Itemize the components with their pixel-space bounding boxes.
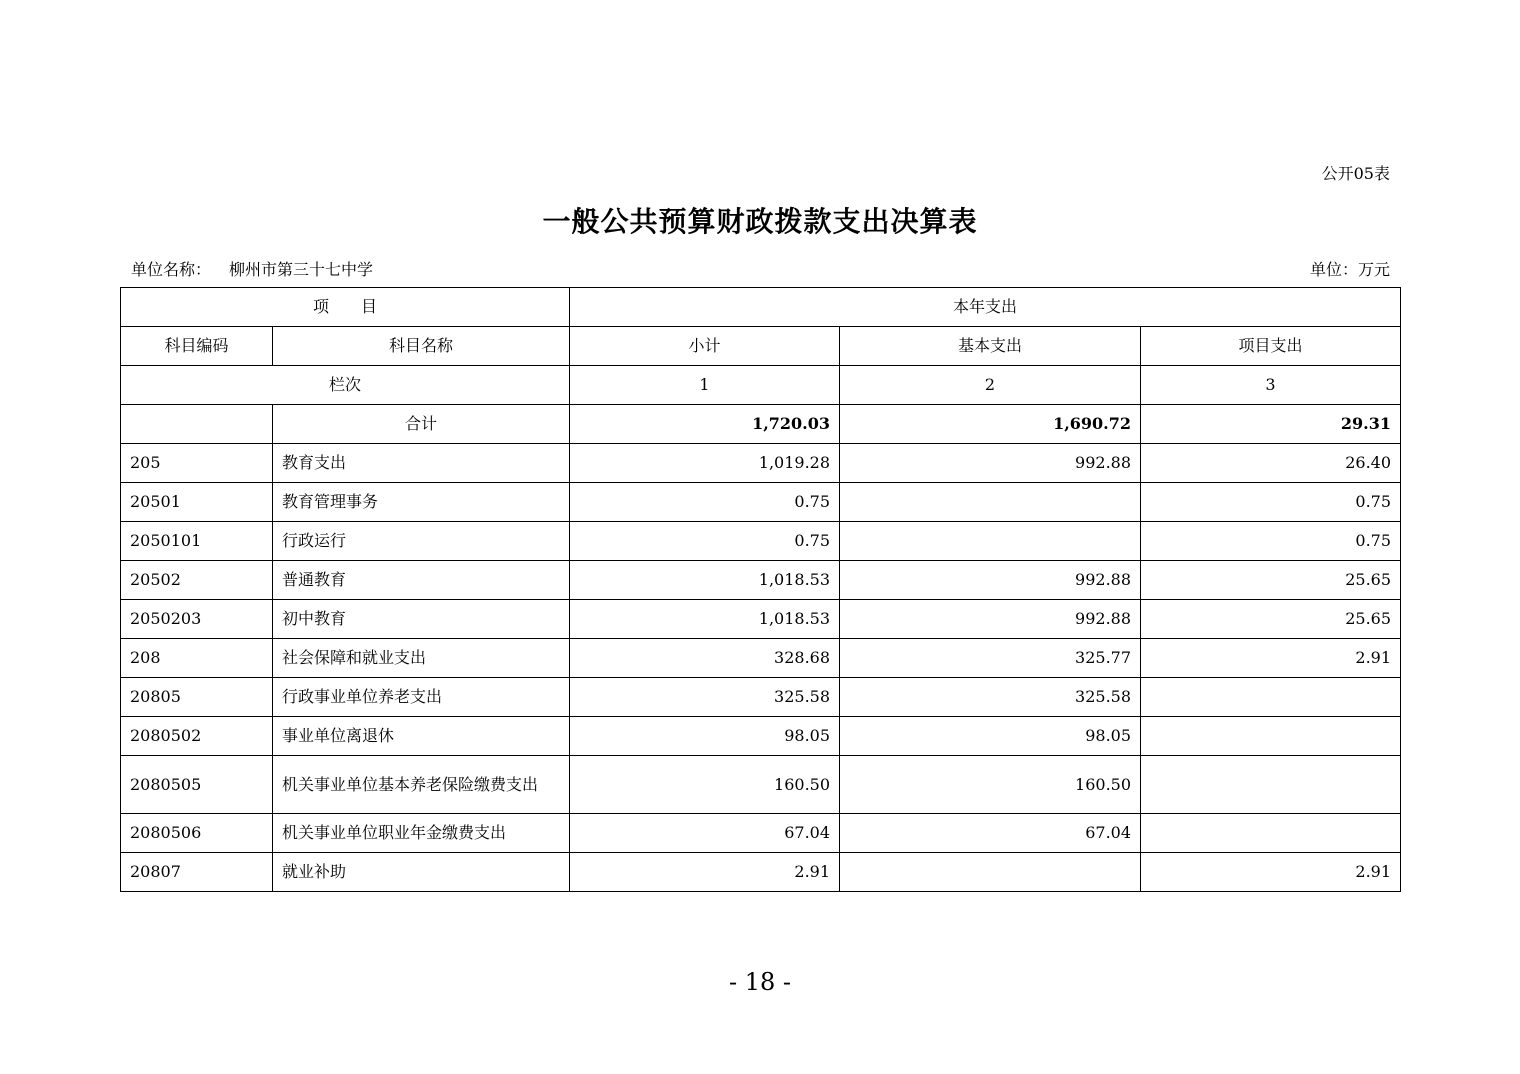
row-subtotal: 67.04	[570, 814, 840, 853]
column-index-2: 2	[840, 366, 1141, 405]
column-index-3: 3	[1141, 366, 1401, 405]
unit-name-label: 单位名称：	[131, 260, 212, 279]
row-code: 2050203	[121, 600, 273, 639]
table-row	[121, 600, 1401, 639]
row-name: 普通教育	[273, 561, 570, 600]
row-subtotal: 1,018.53	[570, 561, 840, 600]
unit-name-value: 柳州市第三十七中学	[229, 260, 374, 279]
row-code: 20805	[121, 678, 273, 717]
row-project	[1141, 756, 1401, 814]
row-basic: 325.58	[840, 678, 1141, 717]
row-subtotal: 2.91	[570, 853, 840, 892]
row-basic: 325.77	[840, 639, 1141, 678]
row-project: 25.65	[1141, 561, 1401, 600]
row-basic: 98.05	[840, 717, 1141, 756]
total-subtotal: 1,720.03	[570, 405, 840, 444]
row-subtotal: 98.05	[570, 717, 840, 756]
row-name: 初中教育	[273, 600, 570, 639]
table-row	[121, 756, 1401, 814]
row-subtotal: 1,019.28	[570, 444, 840, 483]
row-subtotal: 0.75	[570, 522, 840, 561]
total-code	[121, 405, 273, 444]
row-project	[1141, 717, 1401, 756]
row-name: 社会保障和就业支出	[273, 639, 570, 678]
table-row	[121, 678, 1401, 717]
table-row	[121, 814, 1401, 853]
row-code: 205	[121, 444, 273, 483]
header-name: 科目名称	[273, 327, 570, 366]
column-index-1: 1	[570, 366, 840, 405]
header-row-2	[121, 327, 1401, 366]
table-row	[121, 717, 1401, 756]
row-code: 208	[121, 639, 273, 678]
table-row	[121, 853, 1401, 892]
row-project: 2.91	[1141, 853, 1401, 892]
header-basic: 基本支出	[840, 327, 1141, 366]
table-row	[121, 522, 1401, 561]
header-code: 科目编码	[121, 327, 273, 366]
table-row	[121, 444, 1401, 483]
row-basic	[840, 853, 1141, 892]
row-code: 2080502	[121, 717, 273, 756]
expense-table	[120, 287, 1401, 892]
header-project: 项 目	[121, 288, 570, 327]
row-subtotal: 325.58	[570, 678, 840, 717]
row-subtotal: 1,018.53	[570, 600, 840, 639]
row-basic: 67.04	[840, 814, 1141, 853]
row-project: 26.40	[1141, 444, 1401, 483]
row-basic: 160.50	[840, 756, 1141, 814]
row-project: 0.75	[1141, 522, 1401, 561]
column-index-label: 栏次	[121, 366, 570, 405]
row-basic: 992.88	[840, 444, 1141, 483]
row-basic: 992.88	[840, 561, 1141, 600]
row-project: 2.91	[1141, 639, 1401, 678]
row-basic	[840, 522, 1141, 561]
row-code: 20807	[121, 853, 273, 892]
row-code: 2080506	[121, 814, 273, 853]
total-basic: 1,690.72	[840, 405, 1141, 444]
table-row	[121, 483, 1401, 522]
total-label: 合计	[273, 405, 570, 444]
row-name: 机关事业单位职业年金缴费支出	[273, 814, 570, 853]
row-name: 机关事业单位基本养老保险缴费支出	[273, 756, 570, 814]
row-subtotal: 160.50	[570, 756, 840, 814]
row-name: 行政事业单位养老支出	[273, 678, 570, 717]
row-code: 2080505	[121, 756, 273, 814]
row-code: 2050101	[121, 522, 273, 561]
row-subtotal: 328.68	[570, 639, 840, 678]
page-title: 一般公共预算财政拨款支出决算表	[542, 205, 978, 238]
unit-name-line	[131, 257, 373, 280]
table-code: 公开05表	[1321, 164, 1390, 183]
row-project: 0.75	[1141, 483, 1401, 522]
total-row	[121, 405, 1401, 444]
row-code: 20502	[121, 561, 273, 600]
currency-unit: 单位：万元	[1309, 260, 1390, 279]
row-project: 25.65	[1141, 600, 1401, 639]
column-index-row	[121, 366, 1401, 405]
row-code: 20501	[121, 483, 273, 522]
row-name: 行政运行	[273, 522, 570, 561]
row-name: 事业单位离退休	[273, 717, 570, 756]
row-basic: 992.88	[840, 600, 1141, 639]
row-name: 教育管理事务	[273, 483, 570, 522]
header-row-1	[121, 288, 1401, 327]
row-name: 就业补助	[273, 853, 570, 892]
total-project: 29.31	[1141, 405, 1401, 444]
row-project	[1141, 678, 1401, 717]
page-number: - 18 -	[728, 968, 791, 996]
row-name: 教育支出	[273, 444, 570, 483]
header-project-expense: 项目支出	[1141, 327, 1401, 366]
table-row	[121, 561, 1401, 600]
row-basic	[840, 483, 1141, 522]
header-current-year-expense: 本年支出	[570, 288, 1401, 327]
row-project	[1141, 814, 1401, 853]
row-subtotal: 0.75	[570, 483, 840, 522]
table-row	[121, 639, 1401, 678]
header-subtotal: 小计	[570, 327, 840, 366]
